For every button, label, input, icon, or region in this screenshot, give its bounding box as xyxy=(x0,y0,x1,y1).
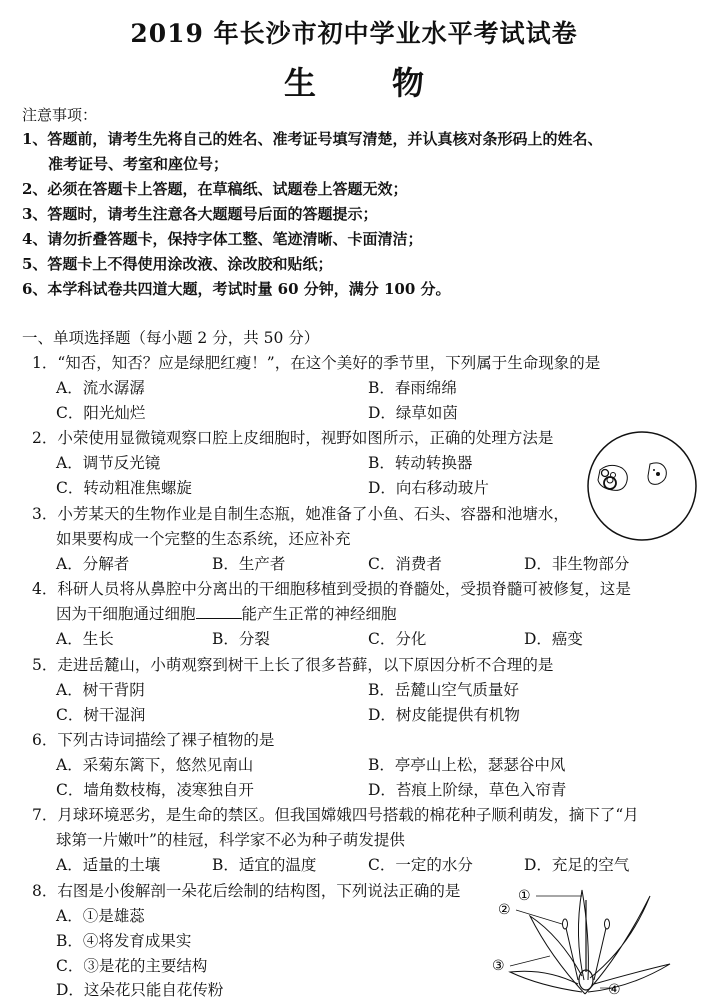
q4-option-c: C．分化 xyxy=(368,630,427,648)
question-1-stem: 1．“知否，知否？应是绿肥红瘦！”，在这个美好的季节里，下列属于生命现象的是 xyxy=(32,354,601,372)
q6-option-a: A．采菊东篱下，悠然见南山 xyxy=(56,756,254,774)
q4-option-a: A．生长 xyxy=(56,630,114,648)
note-1-cont: 准考证号、考室和座位号； xyxy=(48,155,229,173)
q8-option-a: A．①是雄蕊 xyxy=(56,907,145,925)
question-4-stem: 4．科研人员将从鼻腔中分离出的干细胞移植到受损的脊髓处，受损脊髓可被修复，这是 xyxy=(32,580,631,598)
notes-heading: 注意事项： xyxy=(22,106,98,124)
subject-title xyxy=(0,58,708,104)
q1-option-d: D．绿草如茵 xyxy=(368,404,458,422)
question-7-stem: 7．月球环境恶劣，是生命的禁区。但我国嫦娥四号搭载的棉花种子顺利萌发，摘下了“月 xyxy=(32,806,639,824)
note-1: 1、答题前，请考生先将自己的姓名、准考证号填写清楚，并认真核对条形码上的姓名、 xyxy=(22,130,603,148)
q5-option-d: D．树皮能提供有机物 xyxy=(368,706,520,724)
q6-option-b: B．亭亭山上松，瑟瑟谷中风 xyxy=(368,756,566,774)
question-3-stem-cont: 如果要构成一个完整的生态系统，还应补充 xyxy=(56,530,351,548)
question-8-stem: 8．右图是小俊解剖一朵花后绘制的结构图，下列说法正确的是 xyxy=(32,882,461,900)
q3-option-d: D．非生物部分 xyxy=(524,555,630,573)
q1-option-b: B．春雨绵绵 xyxy=(368,379,457,397)
note-5: 5、答题卡上不得使用涂改液、涂改胶和贴纸； xyxy=(22,255,333,273)
q5-option-a: A．树干背阴 xyxy=(56,681,145,699)
q6-option-d: D．苔痕上阶绿，草色入帘青 xyxy=(368,781,567,799)
question-7-stem-cont: 球第一片嫩叶”的桂冠，科学家不必为种子萌发提供 xyxy=(56,831,405,849)
figure-label-3: ③ xyxy=(492,958,505,974)
q8-option-d: D．这朵花只能自花传粉 xyxy=(56,981,224,999)
q5-option-c: C．树干湿润 xyxy=(56,706,146,724)
subject-char-1: 生 xyxy=(283,64,316,102)
q4-option-d: D．癌变 xyxy=(524,630,583,648)
q6-option-c: C．墙角数枝梅，凌寒独自开 xyxy=(56,781,254,799)
section-heading: 一、单项选择题（每小题 2 分，共 50 分） xyxy=(22,329,320,347)
question-2-stem: 2．小荣使用显微镜观察口腔上皮细胞时，视野如图所示，正确的处理方法是 xyxy=(32,429,554,447)
q5-option-b: B．岳麓山空气质量好 xyxy=(368,681,519,699)
q7-option-d: D．充足的空气 xyxy=(524,856,630,874)
q3-option-a: A．分解者 xyxy=(56,555,130,573)
q2-option-b: B．转动转换器 xyxy=(368,454,473,472)
question-3-stem: 3．小芳某天的生物作业是自制生态瓶，她准备了小鱼、石头、容器和池塘水， xyxy=(32,505,569,523)
q7-option-c: C．一定的水分 xyxy=(368,856,473,874)
q3-option-c: C．消费者 xyxy=(368,555,442,573)
subject-char-2: 物 xyxy=(392,64,425,102)
figure-label-4: ④ xyxy=(608,982,621,998)
microscope-field-figure xyxy=(586,430,698,542)
note-2: 2、必须在答题卡上答题，在草稿纸、试题卷上答题无效； xyxy=(22,180,408,198)
exam-title: 2019 年长沙市初中学业水平考试试卷 xyxy=(130,19,578,48)
figure-label-2: ② xyxy=(498,902,511,918)
note-4: 4、请勿折叠答题卡，保持字体工整、笔迹清晰、卡面清洁； xyxy=(22,230,423,248)
question-6-stem: 6．下列古诗词描绘了裸子植物的是 xyxy=(32,731,275,749)
q8-option-c: C．③是花的主要结构 xyxy=(56,957,208,975)
q3-option-b: B．生产者 xyxy=(212,555,286,573)
q2-option-d: D．向右移动玻片 xyxy=(368,479,489,497)
q2-option-a: A．调节反光镜 xyxy=(56,454,161,472)
q1-option-c: C．阳光灿烂 xyxy=(56,404,146,422)
note-3: 3、答题时，请考生注意各大题题号后面的答题提示； xyxy=(22,205,378,223)
figure-label-1: ① xyxy=(518,888,531,904)
question-5-stem: 5．走进岳麓山，小萌观察到树干上长了很多苔藓，以下原因分析不合理的是 xyxy=(32,656,554,674)
answer-blank xyxy=(196,604,242,619)
q8-option-b: B．④将发育成果实 xyxy=(56,932,192,950)
q7-option-a: A．适量的土壤 xyxy=(56,856,161,874)
q4-stem-part-1: 因为干细胞通过细胞 xyxy=(56,605,196,623)
q4-option-b: B．分裂 xyxy=(212,630,270,648)
note-6: 6、本学科试卷共四道大题，考试时量 60 分钟，满分 100 分。 xyxy=(22,280,451,298)
q2-option-c: C．转动粗准焦螺旋 xyxy=(56,479,192,497)
q4-stem-part-2: 能产生正常的神经细胞 xyxy=(241,605,397,623)
question-4-stem-cont xyxy=(56,602,397,624)
q7-option-b: B．适宜的温度 xyxy=(212,856,317,874)
q1-option-a: A．流水潺潺 xyxy=(56,379,145,397)
flower-structure-figure xyxy=(490,876,680,1000)
